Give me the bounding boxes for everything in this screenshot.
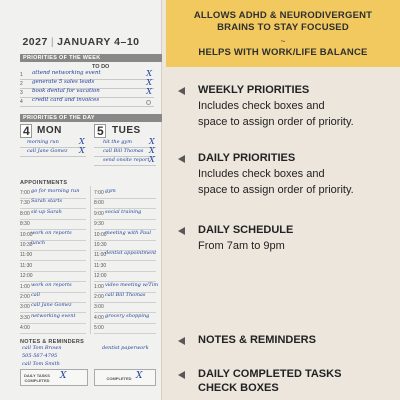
appointment-time: 4:00 <box>94 314 104 321</box>
day-name: MON <box>37 125 62 136</box>
note-text: call Tom Smith <box>22 361 60 367</box>
banner-tilde: ~ <box>280 37 286 46</box>
weekly-priorities-bar: PRIORITIES OF THE WEEK <box>20 54 162 62</box>
appointment-text: grocery shopping <box>105 312 150 319</box>
daily-check-mark[interactable]: X <box>149 146 155 155</box>
appointment-time: 11:30 <box>20 262 33 269</box>
appointment-text: social training <box>105 208 142 215</box>
daily-priority-item: hit the gym <box>103 139 132 145</box>
daily-priority-item: call Jane Gomez <box>27 148 68 154</box>
feature-description: space to assign order of priority. <box>198 184 354 196</box>
header-separator: | <box>50 36 55 48</box>
planner-header <box>0 36 162 48</box>
appointment-text: meeting with Paul <box>105 229 151 236</box>
appointment-row[interactable] <box>20 325 86 334</box>
appointment-time: 1:00 <box>94 283 104 290</box>
appointment-time: 12:00 <box>20 273 33 280</box>
priority-text: attend networking event <box>32 70 101 76</box>
appointment-time: 8:30 <box>20 221 30 228</box>
appointment-time: 11:30 <box>94 262 107 269</box>
planner-date-range: JANUARY 4–10 <box>57 36 140 48</box>
daily-line <box>94 165 156 166</box>
appointment-time: 12:00 <box>94 273 107 280</box>
appointment-text: dentist appointment <box>105 250 157 257</box>
completed-check-mark[interactable]: X <box>136 371 143 381</box>
appointment-row[interactable] <box>20 229 86 241</box>
headline-banner <box>166 0 400 67</box>
weekly-priority-row <box>20 98 154 107</box>
banner-line: HELPS WITH WORK/LIFE BALANCE <box>198 47 368 58</box>
appointment-time: 11:00 <box>20 252 33 259</box>
priority-text: book dental for vacation <box>32 88 100 94</box>
daily-priority-item: call Bill Thomas <box>103 148 144 154</box>
appointment-row[interactable] <box>94 325 156 334</box>
appointment-text: call Jane Gomez <box>31 302 72 309</box>
priority-check-mark[interactable]: X <box>146 69 152 78</box>
appointment-time: 7:00 <box>94 190 104 196</box>
daily-priorities-bar: PRIORITIES OF THE DAY <box>20 114 162 122</box>
daily-priority-item: send onsite report <box>103 157 150 163</box>
completed-label-line: DAILY TASKS <box>24 373 50 378</box>
feature-title: WEEKLY PRIORITIES <box>198 84 310 96</box>
completed-label <box>22 373 52 383</box>
appointment-time: 9:00 <box>94 210 104 217</box>
appointment-time: 10:30 <box>94 242 107 248</box>
column-divider <box>90 186 91 334</box>
appointment-text: work on reports <box>31 229 72 236</box>
appointment-time: 11:00 <box>94 252 107 259</box>
appointment-time: 10:30 <box>20 242 33 248</box>
appointment-text: lunch <box>31 240 46 246</box>
appointment-time: 2:00 <box>20 294 30 300</box>
appointment-text: call <box>31 292 40 298</box>
appointment-time: 7:30 <box>20 200 30 207</box>
feature-title: DAILY PRIORITIES <box>198 152 296 164</box>
priority-number: 1 <box>20 72 23 78</box>
appointment-time: 8:00 <box>94 200 104 207</box>
day-name: TUES <box>112 125 141 136</box>
day-number: 5 <box>97 124 104 138</box>
arrow-left-icon <box>178 227 185 235</box>
priority-number: 3 <box>20 90 23 96</box>
feature-description: From 7am to 9pm <box>198 240 285 252</box>
completed-label-line: COMPLETED <box>24 378 50 383</box>
banner-line: BRAINS TO STAY FOCUSED <box>217 22 349 33</box>
note-text: 505-567-4795 <box>22 353 58 359</box>
appointment-time: 1:00 <box>20 283 30 290</box>
priority-number: 4 <box>20 99 23 105</box>
daily-check-mark[interactable]: X <box>79 146 85 155</box>
appointment-row[interactable] <box>94 312 156 324</box>
appointment-row[interactable] <box>94 263 156 272</box>
feature-description: Includes check boxes and <box>198 100 325 112</box>
planner-page <box>0 0 162 400</box>
priority-text: credit card and invoices <box>32 97 100 103</box>
appointment-text: go for morning run <box>31 188 80 194</box>
appointments-heading: APPOINTMENTS <box>20 180 68 186</box>
appointment-row[interactable] <box>20 252 86 261</box>
appointment-row[interactable] <box>94 208 156 220</box>
appointment-time: 3:00 <box>94 304 104 311</box>
planner-year: 2027 <box>22 36 48 48</box>
appointment-row[interactable] <box>94 294 156 303</box>
appointment-time: 9:30 <box>94 221 104 228</box>
completed-label: COMPLETED <box>106 376 132 381</box>
banner-line: ALLOWS ADHD & NEURODIVERGENT <box>193 10 373 21</box>
daily-check-mark[interactable]: X <box>79 137 85 146</box>
completed-check-mark[interactable]: X <box>60 371 67 381</box>
appointment-row[interactable] <box>94 190 156 199</box>
notes-heading: NOTES & REMINDERS <box>20 339 85 345</box>
arrow-left-icon <box>178 371 185 379</box>
appointment-time: 7:00 <box>20 190 30 196</box>
todo-heading: TO DO <box>92 64 110 70</box>
appointment-row[interactable] <box>94 229 156 241</box>
daily-check-mark[interactable]: X <box>149 137 155 146</box>
feature-description: space to assign order of priority. <box>198 116 354 128</box>
priority-checkbox[interactable] <box>146 100 151 105</box>
appointment-time: 8:00 <box>20 210 30 217</box>
priority-text: generate 5 sales leads <box>32 79 95 85</box>
appointment-time: 2:00 <box>94 294 104 300</box>
daily-line <box>20 156 86 157</box>
appointment-row[interactable] <box>20 281 86 293</box>
daily-check-mark[interactable]: X <box>149 155 155 164</box>
feature-description: Includes check boxes and <box>198 168 325 180</box>
feature-title: NOTES & REMINDERS <box>198 334 316 346</box>
arrow-left-icon <box>178 337 185 345</box>
appointment-text: video meeting w/Tim <box>105 281 159 288</box>
priority-number: 2 <box>20 81 23 87</box>
priority-check-mark[interactable]: X <box>146 87 152 96</box>
appointment-row[interactable] <box>20 263 86 272</box>
feature-title: DAILY SCHEDULE <box>198 224 294 236</box>
feature-title-line: CHECK BOXES <box>198 382 279 394</box>
appointment-time: 3:30 <box>20 314 30 321</box>
appointment-text: work on reports <box>31 281 72 288</box>
appointment-time: 10:00 <box>20 231 33 238</box>
note-text: call Tom Brown <box>22 345 62 351</box>
appointment-time: 10:00 <box>94 231 107 238</box>
appointment-row[interactable] <box>20 208 86 220</box>
note-text: dentist paperwork <box>102 345 149 351</box>
appointment-text: Sarah starts <box>31 198 63 205</box>
appointment-row[interactable] <box>20 312 86 324</box>
arrow-left-icon <box>178 155 185 163</box>
daily-priority-item: morning run <box>27 139 59 145</box>
appointment-text: gym <box>105 188 116 194</box>
appointment-row[interactable] <box>20 242 86 251</box>
day-number: 4 <box>23 124 30 138</box>
appointment-row[interactable] <box>94 252 156 261</box>
arrow-left-icon <box>178 87 185 95</box>
appointment-time: 3:00 <box>20 304 30 311</box>
feature-title: DAILY COMPLETED TASKS <box>198 368 342 380</box>
priority-check-mark[interactable]: X <box>146 78 152 87</box>
appointment-text: networking event <box>31 312 76 319</box>
appointment-time: 4:00 <box>20 325 30 332</box>
appointment-text: call Bill Thomas <box>105 292 146 298</box>
appointment-time: 5:00 <box>94 325 104 332</box>
appointment-text: sit-up Sarah <box>31 208 62 215</box>
